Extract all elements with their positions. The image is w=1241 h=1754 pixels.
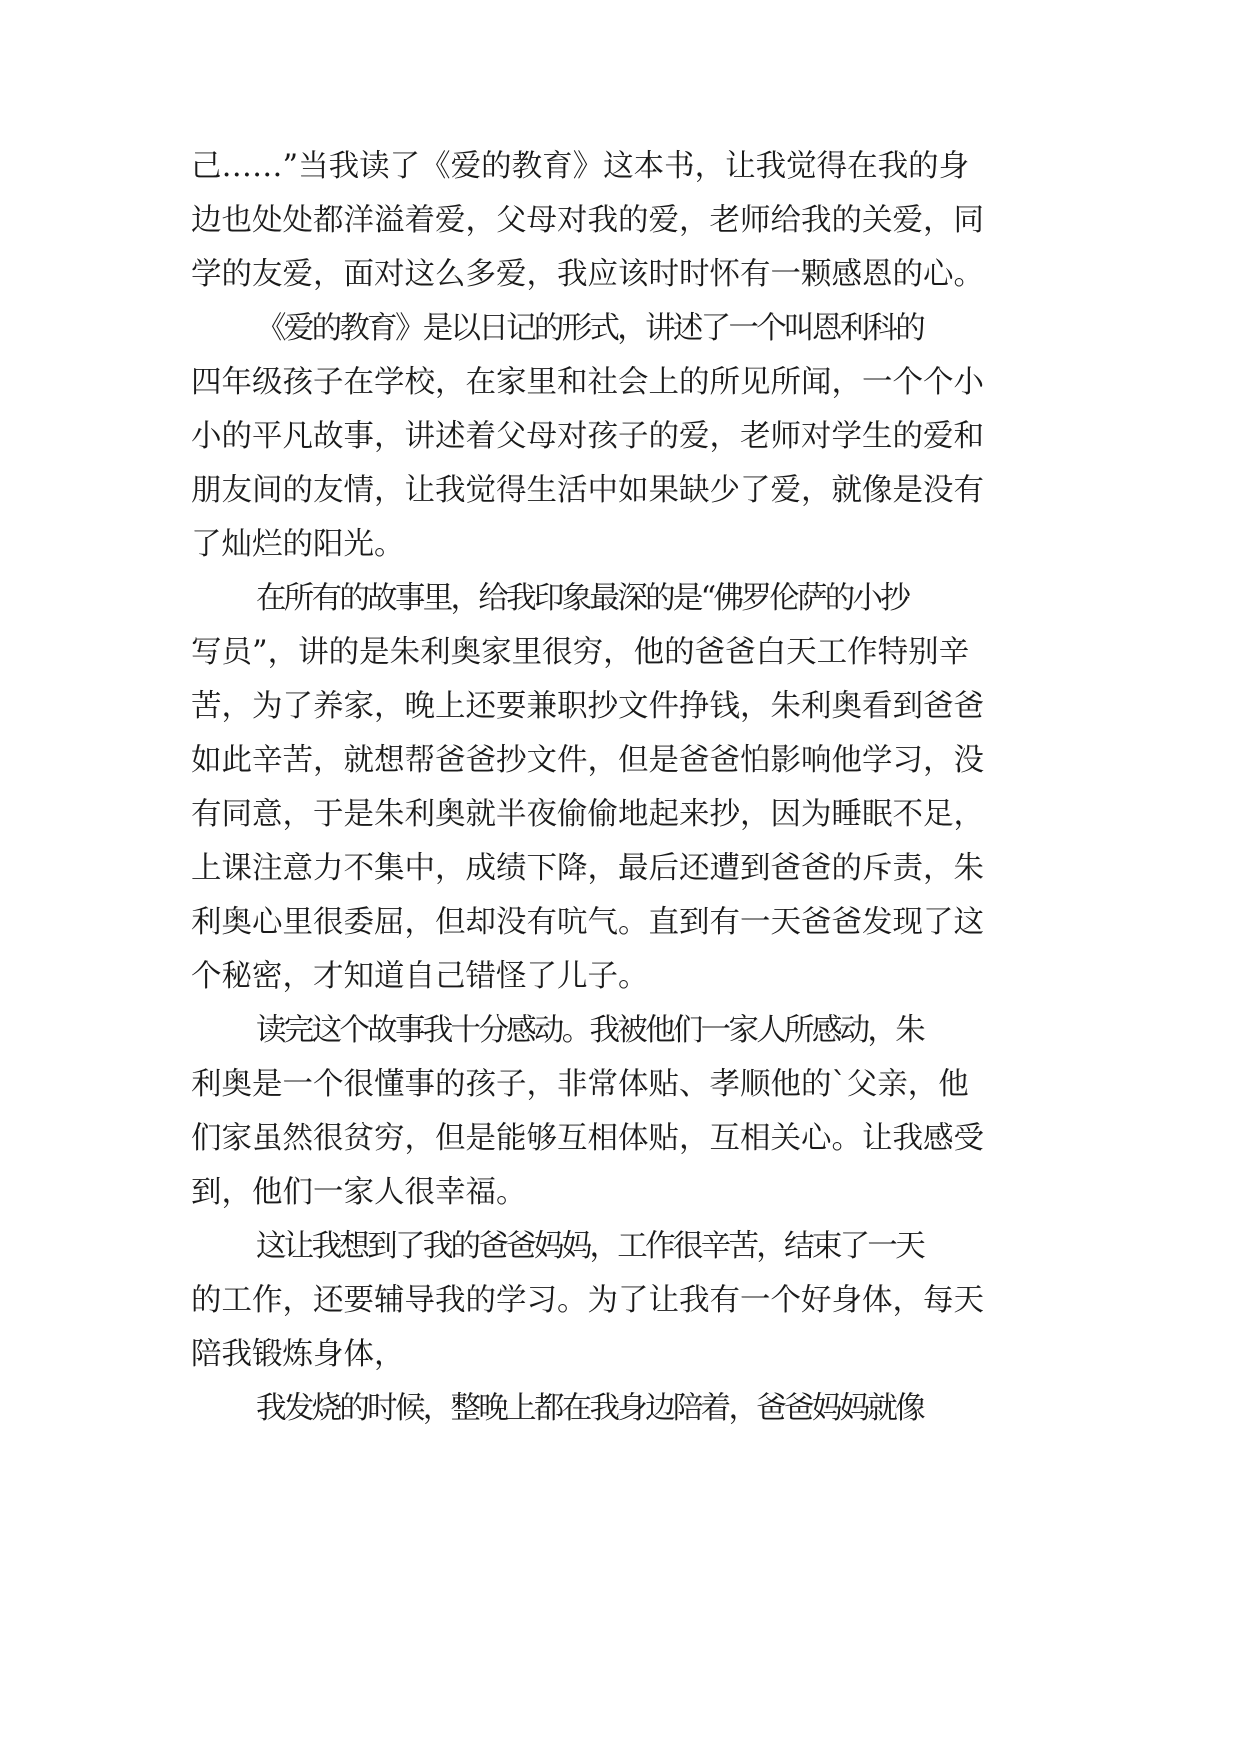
text-line: 如此辛苦，就想帮爸爸抄文件，但是爸爸怕影响他学习，没 [191, 743, 984, 778]
text-line: 写员”，讲的是朱利奥家里很穷，他的爸爸白天工作特别辛 [191, 635, 970, 670]
paragraph-first-line: 这让我想到了我的爸爸妈妈，工作很辛苦，结束了一天 [256, 1229, 923, 1264]
text-line: 四年级孩子在学校，在家里和社会上的所见所闻，一个个小 [191, 365, 984, 400]
text-line: 到，他们一家人很幸福。 [191, 1175, 527, 1210]
text-line: 边也处处都洋溢着爱，父母对我的爱，老师给我的关爱，同 [191, 203, 984, 238]
paragraph-first-line: 《爱的教育》是以日记的形式，讲述了一个叫恩利科的 [256, 311, 923, 346]
text-line: 学的友爱，面对这么多爱，我应该时时怀有一颗感恩的心。 [191, 257, 984, 292]
text-line: 有同意，于是朱利奥就半夜偷偷地起来抄，因为睡眠不足， [191, 797, 984, 832]
paragraph-first-line: 在所有的故事里，给我印象最深的是“佛罗伦萨的小抄 [256, 581, 909, 616]
paragraph-first-line: 读完这个故事我十分感动。我被他们一家人所感动，朱 [256, 1013, 923, 1048]
text-line: 己……”当我读了《爱的教育》这本书，让我觉得在我的身 [191, 149, 970, 184]
text-line: 们家虽然很贫穷，但是能够互相体贴，互相关心。让我感受 [191, 1121, 984, 1156]
text-line: 苦，为了养家，晚上还要兼职抄文件挣钱，朱利奥看到爸爸 [191, 689, 984, 724]
text-line: 小的平凡故事，讲述着父母对孩子的爱，老师对学生的爱和 [191, 419, 984, 454]
text-line: 上课注意力不集中，成绩下降，最后还遭到爸爸的斥责，朱 [191, 851, 984, 886]
paragraph-first-line: 我发烧的时候，整晚上都在我身边陪着，爸爸妈妈就像 [256, 1391, 923, 1426]
text-line: 个秘密，才知道自己错怪了儿子。 [191, 959, 649, 994]
text-line: 利奥是一个很懂事的孩子，非常体贴、孝顺他的`父亲，他 [191, 1067, 969, 1102]
text-line: 朋友间的友情，让我觉得生活中如果缺少了爱，就像是没有 [191, 473, 984, 508]
text-line: 的工作，还要辅导我的学习。为了让我有一个好身体，每天 [191, 1283, 984, 1318]
text-line: 陪我锻炼身体， [191, 1337, 405, 1372]
text-line: 了灿烂的阳光。 [191, 527, 405, 562]
text-line: 利奥心里很委屈，但却没有吭气。直到有一天爸爸发现了这 [191, 905, 984, 940]
